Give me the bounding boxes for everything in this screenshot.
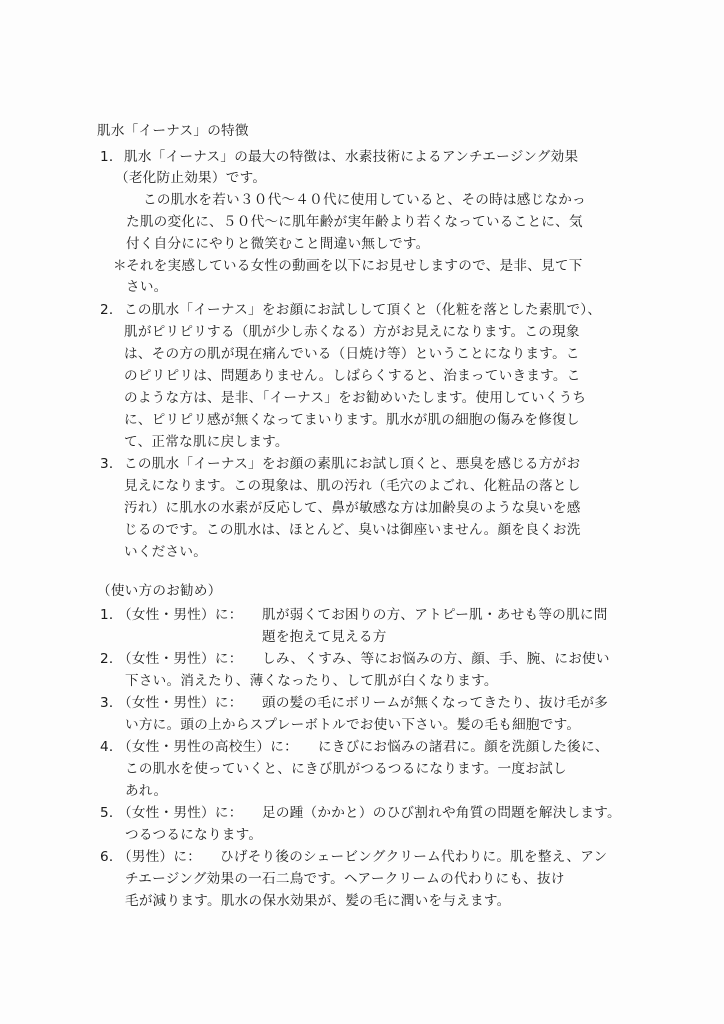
feature-1-line-2: （老化防止効果）です。 [115,170,267,186]
feature-1-note-line-2: さい。 [126,279,168,295]
usage-1-line-1: 肌が弱くてお困りの方、アトピー肌・あせも等の肌に問 [262,607,608,623]
feature-3-line-1: この肌水「イーナス」をお顔の素肌にお試し頂くと、悪臭を感じる方がお [124,456,581,472]
feature-2-line-6: に、ピリピリ感が無くなってまいります。肌水が肌の細胞の傷みを修復し [124,412,580,428]
usage-3-line-2: い方に。頭の上からスプレーボトルでお使い下さい。髪の毛も細胞です。 [125,717,581,733]
usage-6-target: （男性）に： [118,849,202,865]
usage-4-line-3: あれ。 [125,783,168,799]
usage-2-line-1: しみ、くすみ、等にお悩みの方、顔、手、腕、にお使い [262,651,610,667]
usage-3-line-1: 頭の髪の毛にボリームが無くなってきたり、抜け毛が多 [262,695,609,711]
usage-6-line-3: 毛が減ります。肌水の保水効果が、髪の毛に潤いを与えます。 [125,893,511,909]
feature-2-line-5: のような方は、是非、「イーナス」をお勧めいたします。使用していくうち [124,390,587,406]
usage-1-target: （女性・男性）に： [118,607,243,623]
feature-1-number: 1． [100,149,123,165]
usage-5-line-2: つるつるになります。 [125,827,263,843]
usage-3-number: 3． [100,695,123,711]
usage-6-number: 6． [100,849,123,865]
usage-4-target: （女性・男性の高校生）に： [118,739,298,755]
usage-6-line-1: ひげそり後のシェービングクリーム代わりに。肌を整え、アン [220,849,608,865]
feature-1-line-1: 肌水「イーナス」の最大の特徴は、水素技術によるアンチエージング効果 [124,149,579,165]
usage-5-line-1: 足の踵（かかと）のひび割れや角質の問題を解決します。 [262,805,621,821]
usage-4-line-2: この肌水を使っていくと、にきび肌がつるつるになります。一度お試し [125,761,567,777]
feature-1-line-5: 付く自分ににやりと微笑むこと間違い無しです。 [126,236,430,252]
feature-2-line-4: のピリピリは、問題ありません。しばらくすると、治まっていきます。こ [124,368,581,384]
usage-5-number: 5． [100,805,123,821]
features-heading: 肌水「イーナス」の特徴 [97,123,249,139]
feature-2-line-2: 肌がピリピリする（肌が少し赤くなる）方がお見えになります。この現象 [124,324,580,340]
usage-4-number: 4． [100,739,123,755]
feature-3-line-5: いください。 [124,544,208,560]
feature-1-line-3: この肌水を若い３０代～４０代に使用していると、その時は感じなかっ [143,192,586,208]
usage-2-target: （女性・男性）に： [118,651,243,667]
feature-2-number: 2． [100,302,123,318]
feature-1-note-mark: ＊ [113,258,127,274]
usage-4-line-1: にきびにお悩みの諸君に。顔を洗顔した後に、 [318,739,609,755]
feature-2-line-7: て、正常な肌に戻します。 [124,434,289,450]
usage-1-line-2: 題を抱えて見える方 [262,629,387,645]
usage-2-line-2: 下さい。消えたり、薄くなったり、して肌が白くなります。 [125,673,498,689]
feature-2-line-3: は、その方の肌が現在痛んでいる（日焼け等）ということになります。こ [124,346,580,362]
feature-3-number: 3． [100,456,123,472]
usage-3-target: （女性・男性）に： [118,695,243,711]
feature-2-line-1: この肌水「イーナス」をお顔にお試しして頂くと（化粧を落とした素肌で）、 [124,302,602,318]
feature-1-note-line-1: それを実感している女性の動画を以下にお見せしますので、是非、見て下 [126,258,583,274]
usage-heading: （使い方のお勧め） [97,583,222,599]
usage-6-line-2: チエージング効果の一石二鳥です。ヘアークリームの代わりにも、抜け [125,871,565,887]
feature-3-line-4: じるのです。この肌水は、ほとんど、臭いは御座いません。顔を良くお洗 [124,522,581,538]
usage-5-target: （女性・男性）に： [118,805,243,821]
feature-3-line-2: 見えになります。この現象は、肌の汚れ（毛穴のよごれ、化粧品の落とし [124,478,581,494]
usage-1-number: 1． [100,607,123,623]
feature-1-line-4: た肌の変化に、５０代～に肌年齢が実年齢より若くなっていることに、気 [126,214,583,230]
feature-3-line-3: 汚れ）に肌水の水素が反応して、鼻が敏感な方は加齢臭のような臭いを感 [124,500,581,516]
usage-2-number: 2． [100,651,123,667]
